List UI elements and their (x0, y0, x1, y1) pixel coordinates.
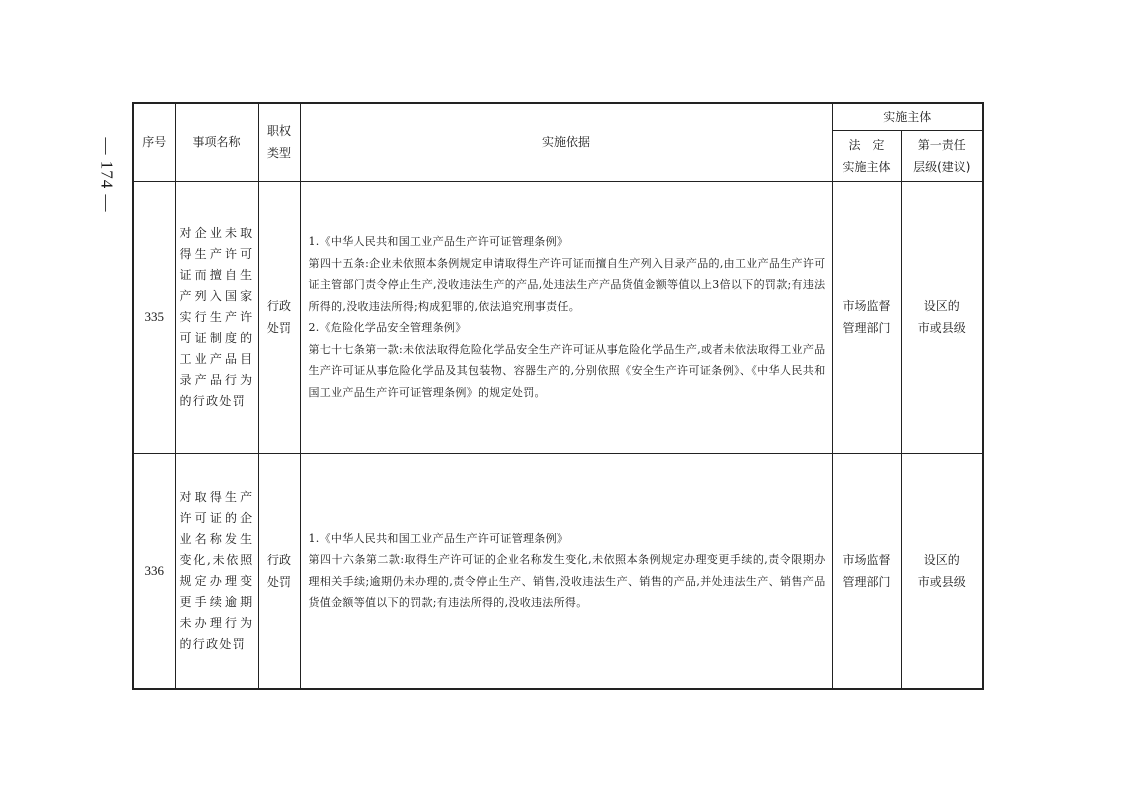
row-legal-subject-line2: 管理部门 (842, 321, 891, 335)
row-legal-subject-line1: 市场监督 (842, 552, 891, 567)
header-first-resp-line2: 层级(建议) (913, 159, 971, 174)
page-number (86, 120, 126, 230)
header-legal-subject-line2: 实施主体 (842, 159, 891, 174)
page-number-text: — 174 — (97, 137, 116, 213)
row-power-type (258, 181, 300, 453)
row-first-resp-line1: 设区的 (923, 552, 960, 567)
header-power-type (258, 103, 300, 181)
header-subject-group: 实施主体 (832, 103, 983, 130)
row-basis (300, 181, 832, 453)
row-basis (300, 453, 832, 689)
row-power-type-line2: 处罚 (266, 574, 291, 589)
header-first-resp-line1: 第一责任 (917, 137, 966, 152)
table-row (133, 181, 983, 453)
row-first-resp-line1: 设区的 (923, 299, 960, 313)
row-power-type (258, 453, 300, 689)
basis-article: 第四十六条第二款:取得生产许可证的企业名称发生变化,未依照本条例规定办理变更手续的,责令限期办理相关手续;逾期仍未办理的,责令停止生产、销售,没收违法生产、销售的产品,并处违法生产、销售产品货值金额等值以下的罚款;有违法所得的,没收违法所得。 (308, 553, 826, 610)
enforcement-table (132, 102, 984, 690)
row-item-name: 对取得生产许可证的企业名称发生变化,未依照规定办理变更手续逾期未办理行为的行政处罚 (175, 453, 258, 689)
row-power-type-line2: 处罚 (266, 321, 291, 335)
header-basis: 实施依据 (300, 103, 832, 181)
basis-article: 第四十五条:企业未依照本条例规定申请取得生产许可证而擅自生产列入目录产品的,由工业产品生产许可证主管部门责令停止生产,没收违法生产的产品,处违法生产产品货值金额等值以上3倍以下的罚款;有违法所得的,没收违法所得;构成犯罪的,依法追究刑事责任。 (308, 256, 826, 313)
header-first-resp (901, 130, 983, 181)
row-legal-subject (832, 181, 901, 453)
row-seq: 336 (133, 453, 175, 689)
header-power-type-line2: 类型 (266, 146, 291, 161)
row-first-resp (901, 453, 983, 689)
row-legal-subject (832, 453, 901, 689)
header-seq: 序号 (133, 103, 175, 181)
row-legal-subject-line1: 市场监督 (842, 299, 891, 313)
header-legal-subject-line1: 法 定 (848, 137, 885, 152)
basis-regulation-title: 1.《中华人民共和国工业产品生产许可证管理条例》 (308, 531, 569, 545)
row-first-resp (901, 181, 983, 453)
row-power-type-line1: 行政 (266, 299, 291, 313)
table-row (133, 453, 983, 689)
row-seq: 335 (133, 181, 175, 453)
header-power-type-line1: 职权 (266, 124, 291, 139)
basis-regulation-title: 2.《危险化学品安全管理条例》 (308, 321, 467, 334)
row-power-type-line1: 行政 (266, 552, 291, 567)
basis-article: 第七十七条第一款:未依法取得危险化学品安全生产许可证从事危险化学品生产,或者未依法取得工业产品生产许可证从事危险化学品及其包装物、容器生产的,分别依照《安全生产许可证条例》、《中华人民共和国工业产品生产许可证管理条例》的规定处罚。 (308, 342, 826, 399)
header-row-1 (133, 103, 983, 130)
header-item-name: 事项名称 (175, 103, 258, 181)
row-legal-subject-line2: 管理部门 (842, 574, 891, 589)
header-legal-subject (832, 130, 901, 181)
row-first-resp-line2: 市或县级 (917, 321, 966, 335)
row-item-name: 对企业未取得生产许可证而擅自生产列入国家实行生产许可证制度的工业产品目录产品行为的行政处罚 (175, 181, 258, 453)
basis-regulation-title: 1.《中华人民共和国工业产品生产许可证管理条例》 (308, 235, 569, 248)
row-first-resp-line2: 市或县级 (917, 574, 966, 589)
